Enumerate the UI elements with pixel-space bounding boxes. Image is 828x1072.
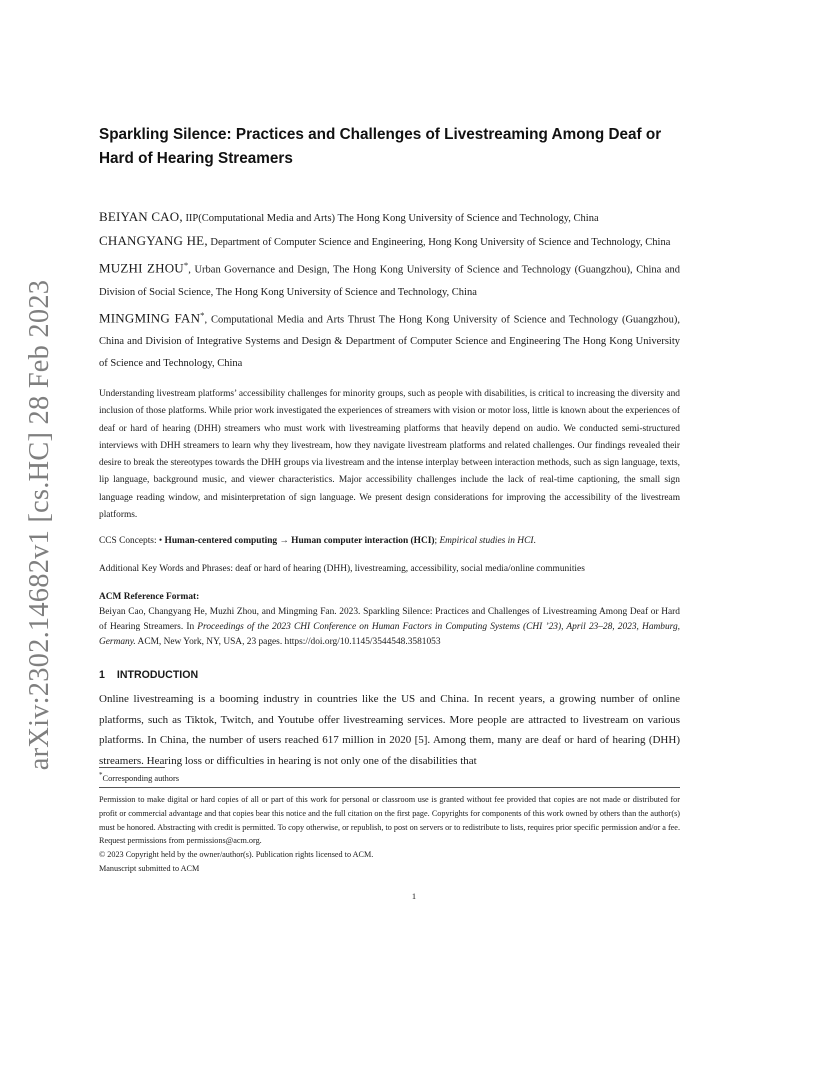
- paper-first-page: [99, 123, 680, 771]
- ccs-end: .: [533, 536, 536, 547]
- permission-divider: [99, 787, 680, 788]
- author-affiliation: Department of Computer Science and Engineering, Hong Kong University of Science and Technology, China: [210, 237, 671, 248]
- section-title: INTRODUCTION: [116, 669, 199, 682]
- introduction-paragraph: Online livestreaming is a booming industry in countries like the US and China. In recent years, a growing number of online platforms, such as Tiktok, Twitch, and Youtube offer livestreaming services. More people are attracted to livestream on various platforms. In China, the number of users reached 617 million in 2020 [5]. Among them, many are deaf or hard of hearing (DHH) streamers. Hearing loss or difficulties in hearing is not only one of the disabilities that: [99, 693, 680, 767]
- section-heading: [99, 669, 680, 681]
- copyright-line: © 2023 Copyright held by the owner/author(s). Publication rights licensed to ACM.: [99, 850, 374, 860]
- footnote-divider: [99, 767, 165, 768]
- footnote: [99, 771, 179, 783]
- permission-text: Permission to make digital or hard copies of all or part of this work for personal or classroom use is granted without fee provided that copies are not made or distributed for profit or commercial advantage and that copies bear this notice and the full citation on the first page. Copyrights for components of this work owned by others than the author(s) must be honored. Abstracting with credit is permitted. To copy otherwise, or republish, to post on servers or to redistribute to lists, requires prior specific permission and/or a fee. Request permissions from permissions@acm.org.: [99, 795, 680, 846]
- ccs-label: CCS Concepts: •: [99, 536, 163, 547]
- ccs-separator: ;: [434, 536, 440, 547]
- footnote-text: Corresponding authors: [102, 773, 180, 783]
- author-affiliation: IIP(Computational Media and Arts) The Hong Kong University of Science and Technology, China: [185, 213, 599, 224]
- acm-reference: [99, 590, 680, 650]
- reference-heading: ACM Reference Format:: [99, 592, 200, 603]
- reference-text: Beiyan Cao, Changyang He, Muzhi Zhou, and Mingming Fan. 2023. Sparkling Silence: Practices and Challenges of Livestreaming Among Deaf or Hard of Hearing Streamers. In: [99, 607, 680, 633]
- author-entry: [99, 206, 680, 230]
- reference-doi: ACM, New York, NY, USA, 23 pages. https://doi.org/10.1145/3544548.3581053: [135, 637, 441, 648]
- arxiv-identifier: arXiv:2302.14682v1 [cs.HC] 28 Feb 2023: [24, 279, 55, 771]
- page-number: 1: [411, 891, 417, 901]
- permission-notice: [99, 793, 680, 876]
- keywords: Additional Key Words and Phrases: deaf or hard of hearing (DHH), livestreaming, accessibility, social media/online communities: [99, 564, 585, 575]
- author-name: BEIYAN CAO,: [99, 209, 183, 224]
- author-affiliation: , Computational Media and Arts Thrust The Hong Kong University of Science and Technology (Guangzhou), China and Division of Integrative Systems and Design & Department of Computer Science and Engineering The Hong Kong University of Science and Technology, China: [99, 314, 680, 369]
- footnote-mark: *: [99, 771, 103, 779]
- reference-proceedings: Proceedings of the 2023 CHI Conference on Human Factors in Computing Systems (CHI ’23), April 23–28, 2023, Hamburg, Germany.: [99, 622, 680, 648]
- ccs-secondary: Empirical studies in HCI: [439, 536, 534, 547]
- paper-title: Sparkling Silence: Practices and Challenges of Livestreaming Among Deaf or Hard of Hearing Streamers: [99, 126, 662, 167]
- arxiv-sidebar-stamp: [18, 279, 62, 771]
- author-list: [99, 206, 680, 375]
- corresponding-mark: *: [200, 309, 205, 320]
- author-name: MUZHI ZHOU: [99, 260, 184, 276]
- author-entry: [99, 254, 680, 304]
- author-entry: [99, 304, 680, 376]
- author-name: MINGMING FAN: [99, 310, 201, 325]
- ccs-primary: Human-centered computing → Human computer interaction (HCI): [164, 536, 435, 547]
- ccs-concepts: [99, 534, 680, 549]
- manuscript-line: Manuscript submitted to ACM: [99, 863, 200, 873]
- corresponding-mark: *: [183, 260, 189, 270]
- author-name: CHANGYANG HE,: [99, 233, 208, 248]
- author-affiliation: , Urban Governance and Design, The Hong Kong University of Science and Technology (Guangzhou), China and Division of Social Science, The Hong Kong University of Science and Technology, China: [99, 264, 680, 298]
- abstract: Understanding livestream platforms’ accessibility challenges for minority groups, such as people with disabilities, is critical to increasing the diversity and inclusion of those platforms. While prior work investigated the experiences of streamers with vision or motor loss, little is known about the experiences of deaf or hard of hearing (DHH) streamers who must work with livestreaming platforms that heavily depend on audio. We conducted semi-structured interviews with DHH streamers to learn why they livestream, how they navigate livestream platforms and related challenges. Our findings revealed their desire to break the stereotypes towards the DHH groups via livestream and the intense interplay between interaction methods, such as sign language, texts, lip language, background music, and viewer characteristics. Major accessibility challenges include the lack of real-time captioning, the small sign language reading window, and misinterpretation of sign language. We present design considerations for improving the accessibility of the livestream platforms.: [99, 389, 680, 521]
- author-entry: [99, 230, 680, 254]
- section-number: 1: [99, 669, 105, 682]
